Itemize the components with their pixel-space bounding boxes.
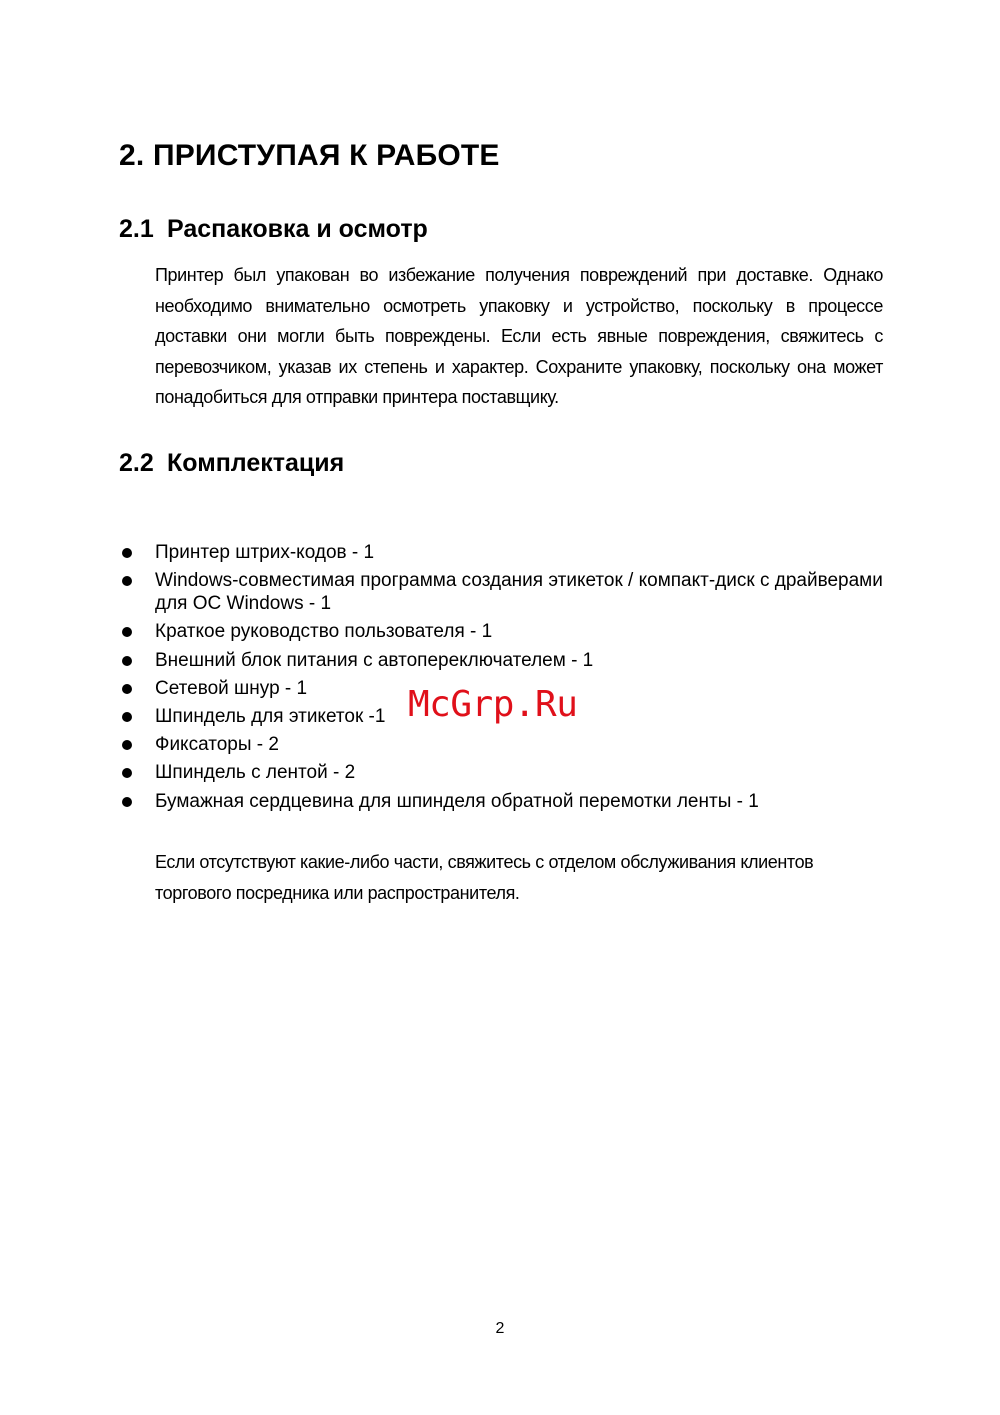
list-item — [0, 761, 900, 784]
list-item-text: Бумажная сердцевина для шпинделя обратной перемотки ленты - 1 — [155, 790, 759, 812]
bullet-icon — [122, 576, 132, 586]
list-item-text: Внешний блок питания с автопереключателем - 1 — [155, 649, 594, 671]
unpacking-paragraph: Принтер был упакован во избежание получения повреждений при доставке. Однако необходимо внимательно осмотреть упаковку и устройство, поскольку в процессе доставки они могли быть повреждены. Если есть явные повреждения, свяжитесь с перевозчиком, указав их степень и характер. Сохраните упаковку, поскольку она может понадобиться для отправки принтера поставщику. — [155, 265, 883, 407]
section-number: 2.2 — [119, 449, 154, 477]
chapter-title: 2. ПРИСТУПАЯ К РАБОТЕ — [119, 139, 500, 172]
bullet-icon — [122, 740, 132, 750]
list-item-text: Фиксаторы - 2 — [155, 734, 279, 756]
bullet-icon — [122, 548, 132, 558]
list-item — [0, 569, 900, 615]
section-title-text: Комплектация — [167, 449, 345, 477]
section-title-text: Распаковка и осмотр — [167, 215, 428, 243]
list-item-text: Краткое руководство пользователя - 1 — [155, 621, 493, 643]
list-item — [0, 649, 900, 672]
bullet-icon — [122, 797, 132, 807]
bullet-icon — [122, 627, 132, 637]
watermark: McGrp.Ru — [408, 684, 578, 725]
list-item-text: Windows-совместимая программа создания этикеток / компакт-диск с драйверами для ОС Windows - 1 — [155, 570, 883, 615]
bullet-icon — [122, 684, 132, 694]
bullet-icon — [122, 768, 132, 778]
list-item-text: Сетевой шнур - 1 — [155, 677, 308, 699]
list-item — [0, 733, 900, 756]
list-item-text: Шпиндель с лентой - 2 — [155, 762, 356, 784]
section-title-contents — [119, 449, 344, 478]
package-contents-list — [0, 541, 900, 818]
list-item — [0, 541, 900, 564]
bullet-icon — [122, 712, 132, 722]
section-title-unpacking — [119, 215, 428, 244]
list-item-text: Шпиндель для этикеток -1 — [155, 705, 386, 727]
list-item-text: Принтер штрих-кодов - 1 — [155, 542, 375, 563]
bullet-icon — [122, 656, 132, 666]
section-number: 2.1 — [119, 215, 154, 243]
page-number: 2 — [495, 1320, 505, 1337]
missing-parts-note: Если отсутствуют какие-либо части, свяжитесь с отделом обслуживания клиентов торгового посредника или распространителя. — [155, 852, 814, 903]
list-item — [0, 620, 900, 643]
list-item — [0, 790, 900, 813]
